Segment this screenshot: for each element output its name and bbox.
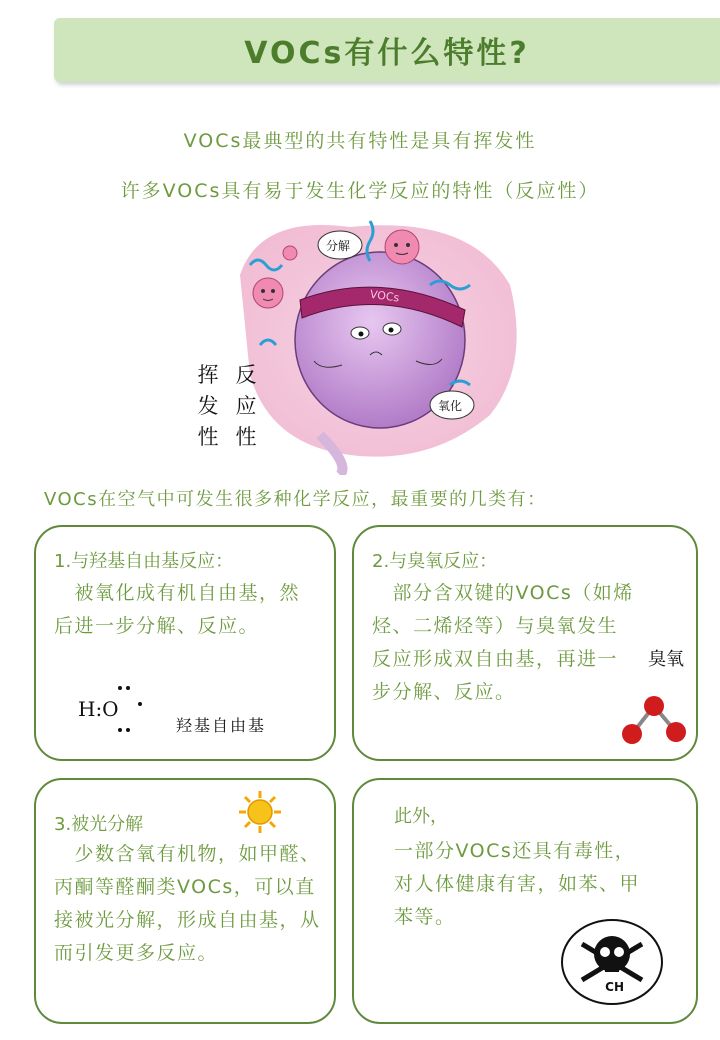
card-heading: 2.与臭氧反应： bbox=[372, 551, 498, 572]
lewis-dots-icon bbox=[102, 684, 162, 744]
headband-label: VOCs bbox=[369, 287, 401, 305]
card-ozone-reaction bbox=[352, 525, 698, 761]
card-hydroxyl-reaction bbox=[34, 525, 336, 761]
skull-label: CH bbox=[605, 980, 624, 994]
card-body: 少数含氧有机物，如甲醛、丙酮等醛酮类VOCs，可以直接被光分解，形成自由基，从而引发更多反应。 bbox=[54, 843, 321, 964]
ozone-label: 臭氧 bbox=[648, 649, 684, 670]
sun-icon bbox=[238, 790, 282, 834]
label-reactive bbox=[234, 360, 258, 453]
reactions-intro: VOCs在空气中可发生很多种化学反应，最重要的几类有： bbox=[44, 489, 547, 510]
card-body: 一部分VOCs还具有毒性，对人体健康有害，如苯、甲苯等。 bbox=[394, 840, 641, 928]
bubble-decompose: 分解 bbox=[326, 239, 351, 253]
card-body: 被氧化成有机自由基，然后进一步分解、反应。 bbox=[54, 582, 301, 637]
card-toxicity bbox=[352, 778, 698, 1024]
intro-line-volatility: VOCs最典型的共有特性是具有挥发性 bbox=[183, 130, 537, 152]
label-volatile-text: 挥发性 bbox=[197, 363, 219, 449]
label-volatile bbox=[196, 360, 220, 453]
card-photolysis bbox=[34, 778, 336, 1024]
card-body: 部分含双键的VOCs（如烯烃、二烯烃等）与臭氧发生反应形成双自由基，再进一步分解、反应。 bbox=[372, 582, 634, 703]
hydroxyl-label: 羟基自由基 bbox=[176, 716, 267, 735]
label-reactive-text: 反应性 bbox=[235, 363, 257, 449]
title-banner bbox=[54, 18, 720, 82]
card-heading: 3.被光分解 bbox=[54, 814, 144, 835]
intro-line-reactivity: 许多VOCs具有易于发生化学反应的特性（反应性） bbox=[120, 180, 600, 202]
card-heading: 此外， bbox=[394, 806, 448, 827]
page-title: VOCs有什么特性? bbox=[244, 36, 530, 71]
ozone-molecule-icon bbox=[618, 692, 690, 750]
card-heading: 1.与羟基自由基反应： bbox=[54, 551, 234, 572]
hydroxyl-formula: H:O bbox=[78, 697, 119, 721]
voc-character-illustration bbox=[230, 215, 530, 475]
bubble-oxidize: 氧化 bbox=[438, 399, 463, 413]
